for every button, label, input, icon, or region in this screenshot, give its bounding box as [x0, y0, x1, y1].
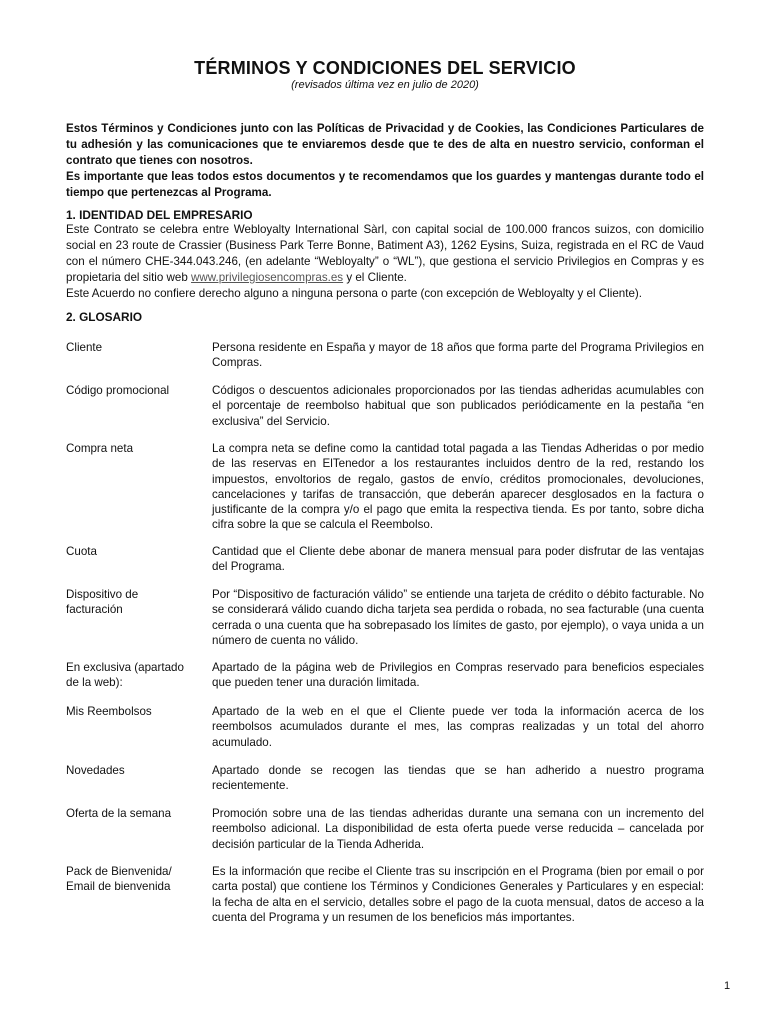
section-paragraph: [66, 222, 704, 286]
intro-paragraph: Es importante que leas todos estos documentos y te recomendamos que los guardes y mantengas durante todo el tiempo que pertenezcas al Programa.: [66, 170, 704, 199]
section-body: [66, 222, 704, 302]
section-paragraph: Este Acuerdo no confiere derecho alguno a ninguna persona o parte (con excepción de Webloyalty y el Cliente).: [66, 287, 642, 300]
glossary-term: Oferta de la semana: [66, 807, 172, 820]
glossary-definition: Cantidad que el Cliente debe abonar de manera mensual para poder disfrutar de las ventajas del Programa.: [212, 545, 704, 574]
section-heading: 1. IDENTIDAD DEL EMPRESARIO: [66, 208, 253, 222]
page-number: 1: [724, 980, 731, 992]
page-subtitle: (revisados última vez en julio de 2020): [291, 79, 479, 91]
page-title: TÉRMINOS Y CONDICIONES DEL SERVICIO: [194, 58, 576, 78]
glossary-definition: Promoción sobre una de las tiendas adheridas durante una semana con un incremento del reembolso adicional. La disponibilidad de esta oferta puede verse reducida – cancelada por decisión particular de la Tienda Adherida.: [212, 807, 704, 851]
section-heading: 2. GLOSARIO: [66, 310, 143, 324]
glossary-term: Pack de Bienvenida/ Email de bienvenida: [66, 865, 172, 894]
website-link[interactable]: www.privilegiosencompras.es: [191, 271, 344, 284]
glossary-definition: Persona residente en España y mayor de 18 años que forma parte del Programa Privilegios en Compras.: [212, 341, 704, 370]
glossary-term: Dispositivo de facturación: [66, 588, 139, 617]
glossary-definition: Apartado donde se recogen las tiendas que se han adherido a nuestro programa recientemente.: [212, 764, 704, 793]
glossary-term: Cliente: [66, 341, 103, 354]
glossary-definition: Por “Dispositivo de facturación válido” se entiende una tarjeta de crédito o débito facturable. No se considerará válido cuando dicha tarjeta sea perdida o robada, no sea facturable (una cuenta cerrada o una cuenta que ha sobrepasado los límites de gasto, por ejemplo), o vaya unida a un número de cuenta no válido.: [212, 588, 704, 647]
glossary-definition: La compra neta se define como la cantidad total pagada a las Tiendas Adheridas o por medio de las reservas en ElTenedor a los restaurantes incluidos dentro de la red, restando los impuestos, envoltorios de regalo, gastos de envío, créditos promocionales, devoluciones, cancelaciones y tarifas de transacción, que deberán aparecer desglosados en la factura o justificante de la compra y/o el pago que emita la respectiva tienda. Es por tanto, sobre dicha cifra sobre la que se calcula el Reembolso.: [212, 442, 704, 532]
glossary-term: Código promocional: [66, 384, 170, 397]
glossary-term: Mis Reembolsos: [66, 705, 152, 718]
glossary-definition: Códigos o descuentos adicionales proporcionados por las tiendas adheridas acumulables con el porcentaje de reembolso habitual que son publicados periódicamente en la pestaña “en exclusiva” del Servicio.: [212, 384, 704, 428]
paragraph-text: y el Cliente.: [343, 271, 407, 284]
glossary-definition: Es la información que recibe el Cliente tras su inscripción en el Programa (bien por email o por carta postal) que contiene los Términos y Condiciones Generales y Particulares y en especial: la fecha de alta en el servicio, detalles sobre el pago de la cuota mensual, datos de acceso a la cuenta del Programa y un resumen de los beneficios más importantes.: [212, 865, 704, 924]
glossary-term: En exclusiva (apartado de la web):: [66, 661, 184, 690]
glossary-term: Compra neta: [66, 442, 134, 455]
glossary-term: Cuota: [66, 545, 97, 558]
paragraph-text: Este Contrato se celebra entre Webloyalty International Sàrl, con capital social de 100.000 francos suizos, con domicilio social en 23 route de Crassier (Business Park Terre Bonne, Batiment A3), 1262 Eysins, Suiza, registrada en el RC de Vaud con el número CHE-344.043.246, (en adelante “Webloyalty” o “WL”), que gestiona el servicio Privilegios en Compras y es propietaria del sitio web: [66, 223, 704, 284]
intro-block: [66, 121, 704, 201]
glossary-definition: Apartado de la página web de Privilegios en Compras reservado para beneficios especiales que pueden tener una duración limitada.: [212, 661, 704, 690]
intro-paragraph: Estos Términos y Condiciones junto con las Políticas de Privacidad y de Cookies, las Condiciones Particulares de tu adhesión y las comunicaciones que te enviaremos desde que te des de alta en nuestro servicio, conforman el contrato que tienes con nosotros.: [66, 122, 704, 167]
glossary-term: Novedades: [66, 764, 125, 777]
glossary-definition: Apartado de la web en el que el Cliente puede ver toda la información acerca de los reembolsos acumulados durante el mes, las compras realizadas y un total del ahorro acumulado.: [212, 705, 704, 749]
